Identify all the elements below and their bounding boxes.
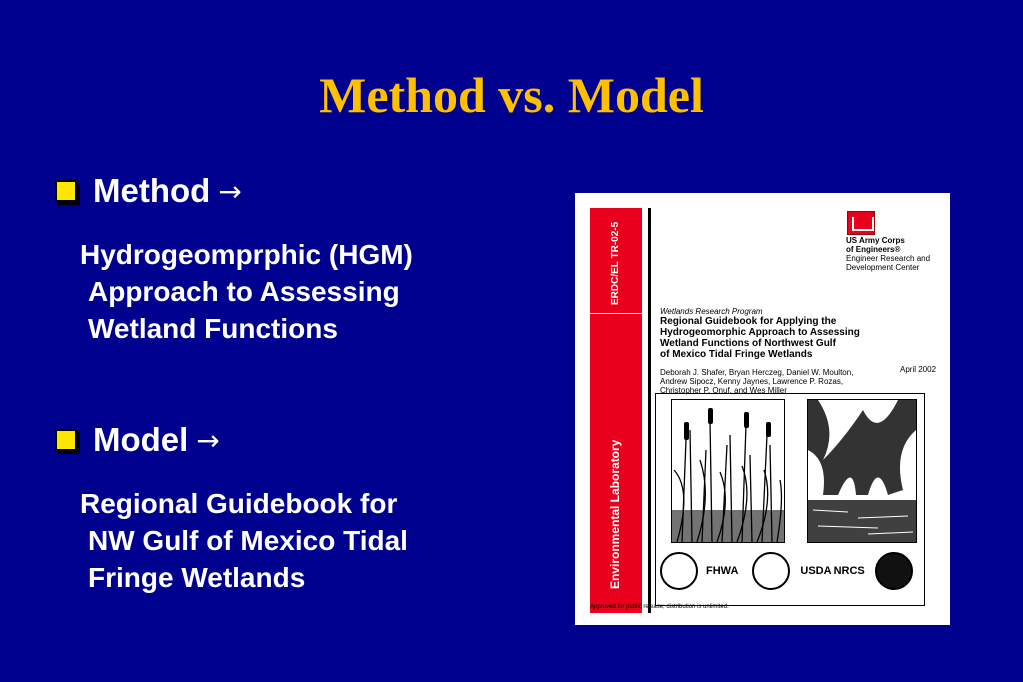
cover-report-id: ERDC/EL TR-02-5 — [610, 221, 621, 305]
slide-title: Method vs. Model — [319, 67, 704, 123]
cover-title-line: Hydrogeomorphic Approach to Assessing — [660, 327, 860, 338]
cover-date: April 2002 — [900, 365, 937, 374]
model-line: Fringe Wetlands — [88, 562, 306, 593]
checkbox-bullet-icon — [55, 429, 77, 451]
method-line: Wetland Functions — [88, 313, 338, 344]
model-line: Regional Guidebook for — [80, 488, 398, 519]
method-description — [80, 236, 413, 347]
arrow-icon: → — [218, 174, 242, 208]
cover-authors-3: Christopher P. Onuf, and Wes Miller — [660, 386, 787, 395]
cover-title-line: Wetland Functions of Northwest Gulf — [660, 338, 836, 349]
usace-castle-icon — [847, 211, 875, 235]
swamp-illustration — [807, 399, 917, 543]
cover-agency-2: of Engineers® — [846, 245, 901, 254]
fhwa-logo: FHWA — [706, 565, 739, 577]
fish-wildlife-seal-icon — [752, 552, 790, 590]
report-cover-image — [575, 193, 950, 625]
method-line: Hydrogeomprphic (HGM) — [80, 239, 413, 270]
cover-divider — [648, 208, 651, 613]
bullet-model-label: Model — [93, 421, 189, 458]
cover-title-line: Regional Guidebook for Applying the — [660, 316, 837, 327]
cover-footer: Approved for public release; distribution is unlimited. — [590, 604, 729, 610]
agency-logos — [660, 551, 913, 591]
method-line: Approach to Assessing — [88, 276, 400, 307]
cover-title-line: of Mexico Tidal Fringe Wetlands — [660, 349, 813, 360]
cover-agency-1: US Army Corps — [846, 236, 905, 245]
nrcs-logo: NRCS — [833, 565, 865, 577]
bullet-model — [55, 421, 220, 459]
model-line: NW Gulf of Mexico Tidal — [88, 525, 408, 556]
cover-authors-1: Deborah J. Shafer, Bryan Herczeg, Daniel W. Moulton, — [660, 368, 854, 377]
noaa-seal-icon — [875, 552, 913, 590]
cover-authors-2: Andrew Sipocz, Kenny Jaynes, Lawrence P. Rozas, — [660, 377, 844, 386]
bullet-method — [55, 172, 242, 210]
cover-program: Wetlands Research Program — [660, 307, 763, 316]
bullet-method-label: Method — [93, 172, 211, 209]
cover-lab-name: Environmental Laboratory — [608, 439, 622, 589]
cover-agency-3: Engineer Research and — [846, 254, 931, 263]
epa-seal-icon — [660, 552, 698, 590]
marsh-illustration — [671, 399, 785, 543]
checkbox-bullet-icon — [55, 180, 77, 202]
cover-title — [660, 316, 860, 360]
model-description — [80, 485, 408, 596]
arrow-icon: → — [196, 423, 220, 457]
cover-agency-4: Development Center — [846, 263, 920, 272]
usda-logo: USDA — [800, 565, 832, 577]
